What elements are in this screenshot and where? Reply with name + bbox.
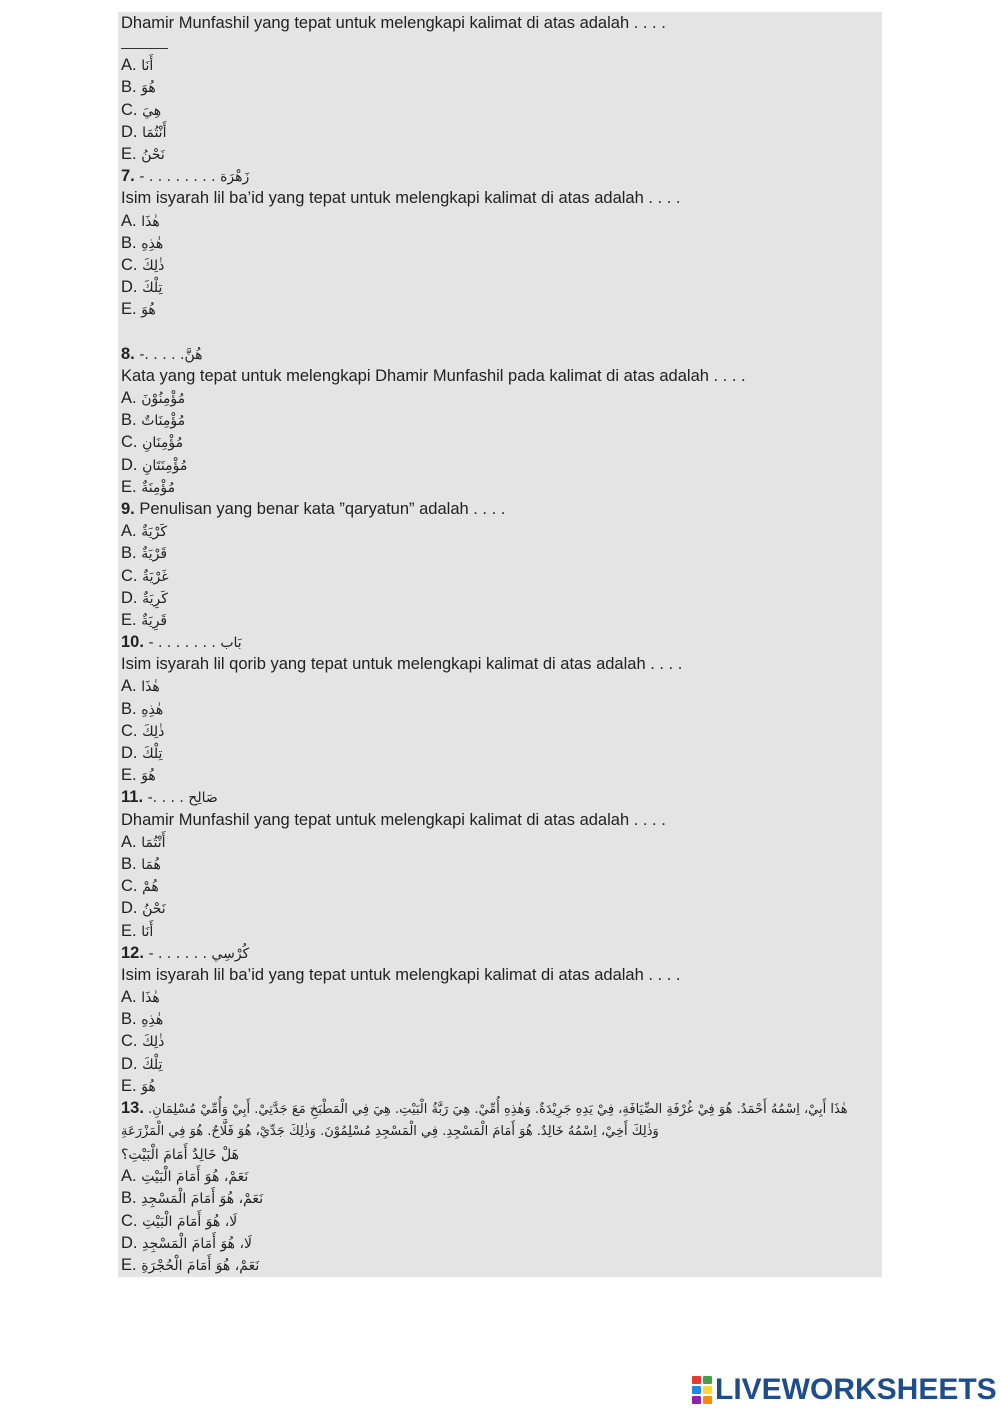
option-e[interactable]: E. نَعَمْ، هُوَ أَمَامَ الْحُجْرَةِ: [121, 1255, 260, 1274]
option-d[interactable]: D. كَرِيَةٌ: [121, 588, 168, 607]
option-d[interactable]: D. تِلْكَ: [121, 744, 163, 762]
option-a[interactable]: A. أَنَا: [121, 56, 154, 75]
option-e[interactable]: E. قَرِيَةٌ: [121, 610, 168, 629]
logo-block-2: [703, 1376, 712, 1384]
question-stem: Dhamir Munfashil yang tepat untuk melengkapi kalimat di atas adalah . . . .: [121, 810, 666, 829]
question-prompt: 11. صَالِح . . . .-: [121, 788, 218, 807]
option-c[interactable]: C. هُمْ: [121, 877, 159, 896]
question-number: 12.: [121, 943, 144, 962]
option-d[interactable]: D. مُؤْمِنَتَانِ: [121, 455, 188, 474]
question-number: 7.: [121, 167, 135, 186]
question-stem: Isim isyarah lil ba’id yang tepat untuk melengkapi kalimat di atas adalah . . . .: [121, 189, 681, 208]
worksheet-content: [121, 12, 876, 1276]
question-prompt: 7. زَهْرَة . . . . . . . . -: [121, 167, 250, 186]
question-prompt: 12. كُرْسِي . . . . . . -: [121, 943, 250, 962]
logo-block-3: [692, 1386, 701, 1394]
question-stem: 9. Penulisan yang benar kata ”qaryatun” adalah . . . .: [121, 499, 506, 518]
option-e[interactable]: E. أَنَا: [121, 921, 154, 940]
option-d[interactable]: D. تِلْكَ: [121, 278, 163, 297]
answer-blank[interactable]: [121, 34, 876, 54]
logo-text: LIVEWORKSHEETS: [715, 1373, 997, 1406]
reading-passage: 13. هٰذَا أَبِيْ، اِسْمُهُ أَحْمَدُ. هُوَ فِيْ غُرْفَةِ الضِّيَافَةِ، فِيْ يَدِهِ جَرِيْدَةٌ. وَهٰذِهِ أُمِّيْ. هِيَ رَبَّةُ الْبَيْتِ. هِيَ فِي الْمَطْبَخِ مَعَ جَدَّتِيْ. أَبِيْ وَأُمِّيْ مُسْلِمَانِ. وَذٰلِكَ أَخِيْ، اِسْمُهُ خَالِدٌ. هُوَ أَمَامَ الْمَسْجِدِ. فِي الْمَسْجِدِ مُسْلِمُوْنَ. وَذٰلِكَ جَدِّيْ، هُوَ فَلَّاحٌ. هُوَ فِي الْمَزْرَعَةِ: [121, 1099, 848, 1139]
option-d[interactable]: D. أَنْتُمَا: [121, 122, 167, 141]
question-stem: Dhamir Munfashil yang tepat untuk melengkapi kalimat di atas adalah . . . .: [121, 14, 666, 32]
question-text: هَلْ خَالِدٌ أَمَامَ الْبَيْتِ؟: [121, 1147, 239, 1163]
option-b[interactable]: B. قَرْيَةٌ: [121, 544, 168, 563]
option-d[interactable]: D. لَا، هُوَ أَمَامَ الْمَسْجِدِ: [121, 1233, 253, 1252]
option-a[interactable]: A. كَرْيَةٌ: [121, 522, 167, 541]
question-number: 9.: [121, 499, 135, 518]
option-e[interactable]: E. هُوَ: [121, 1076, 156, 1095]
logo-block-5: [692, 1396, 701, 1404]
option-b[interactable]: B. هٰذِهِ: [121, 1010, 164, 1029]
option-e[interactable]: E. هُوَ: [121, 766, 156, 785]
question-number: 11.: [121, 788, 144, 807]
question-prompt: 10. بَاب . . . . . . . -: [121, 633, 242, 652]
option-b[interactable]: B. هُوَ: [121, 78, 156, 97]
option-a[interactable]: A. هٰذَا: [121, 988, 160, 1007]
question-number: 13.: [121, 1099, 144, 1117]
option-c[interactable]: C. ذٰلِكَ: [121, 255, 165, 274]
option-c[interactable]: C. ذٰلِكَ: [121, 1032, 165, 1051]
question-number: 8.: [121, 344, 135, 363]
option-a[interactable]: A. مُؤْمِنُوْنَ: [121, 389, 186, 407]
option-b[interactable]: B. هٰذِهِ: [121, 233, 164, 252]
option-c[interactable]: C. هِيَ: [121, 100, 162, 119]
logo-blocks-icon: [692, 1376, 712, 1404]
option-b[interactable]: B. هُمَا: [121, 854, 161, 873]
liveworksheets-logo[interactable]: [692, 1373, 997, 1407]
option-c[interactable]: C. مُؤْمِنَانِ: [121, 433, 184, 452]
option-a[interactable]: A. نَعَمْ، هُوَ أَمَامَ الْبَيْتِ: [121, 1167, 249, 1186]
option-c[interactable]: C. ذٰلِكَ: [121, 721, 165, 740]
option-a[interactable]: A. هٰذَا: [121, 211, 160, 230]
option-a[interactable]: A. هٰذَا: [121, 677, 160, 696]
question-stem: Kata yang tepat untuk melengkapi Dhamir Munfashil pada kalimat di atas adalah . . . .: [121, 366, 746, 385]
option-b[interactable]: B. مُؤْمِنَاتٌ: [121, 411, 186, 430]
logo-block-6: [703, 1396, 712, 1404]
question-prompt: 8. هُنَّ. . . . .-: [121, 344, 203, 363]
option-d[interactable]: D. تِلْكَ: [121, 1054, 163, 1073]
option-e[interactable]: E. مُؤْمِنَةٌ: [121, 477, 176, 496]
option-b[interactable]: B. هٰذِهِ: [121, 699, 164, 718]
spacer: [121, 320, 876, 342]
logo-block-4: [703, 1386, 712, 1394]
option-c[interactable]: C. لَا، هُوَ أَمَامَ الْبَيْتِ: [121, 1211, 238, 1230]
question-stem: Isim isyarah lil ba’id yang tepat untuk melengkapi kalimat di atas adalah . . . .: [121, 965, 681, 984]
option-c[interactable]: C. غَرْيَةٌ: [121, 566, 169, 585]
option-e[interactable]: E. نَحْنُ: [121, 144, 165, 163]
option-d[interactable]: D. نَحْنُ: [121, 899, 166, 918]
question-stem: Isim isyarah lil qorib yang tepat untuk melengkapi kalimat di atas adalah . . . .: [121, 655, 683, 674]
logo-block-1: [692, 1376, 701, 1384]
option-e[interactable]: E. هُوَ: [121, 300, 156, 319]
option-b[interactable]: B. نَعَمْ، هُوَ أَمَامَ الْمَسْجِدِ: [121, 1189, 264, 1208]
question-number: 10.: [121, 633, 144, 652]
option-a[interactable]: A. أَنْتُمَا: [121, 832, 166, 851]
